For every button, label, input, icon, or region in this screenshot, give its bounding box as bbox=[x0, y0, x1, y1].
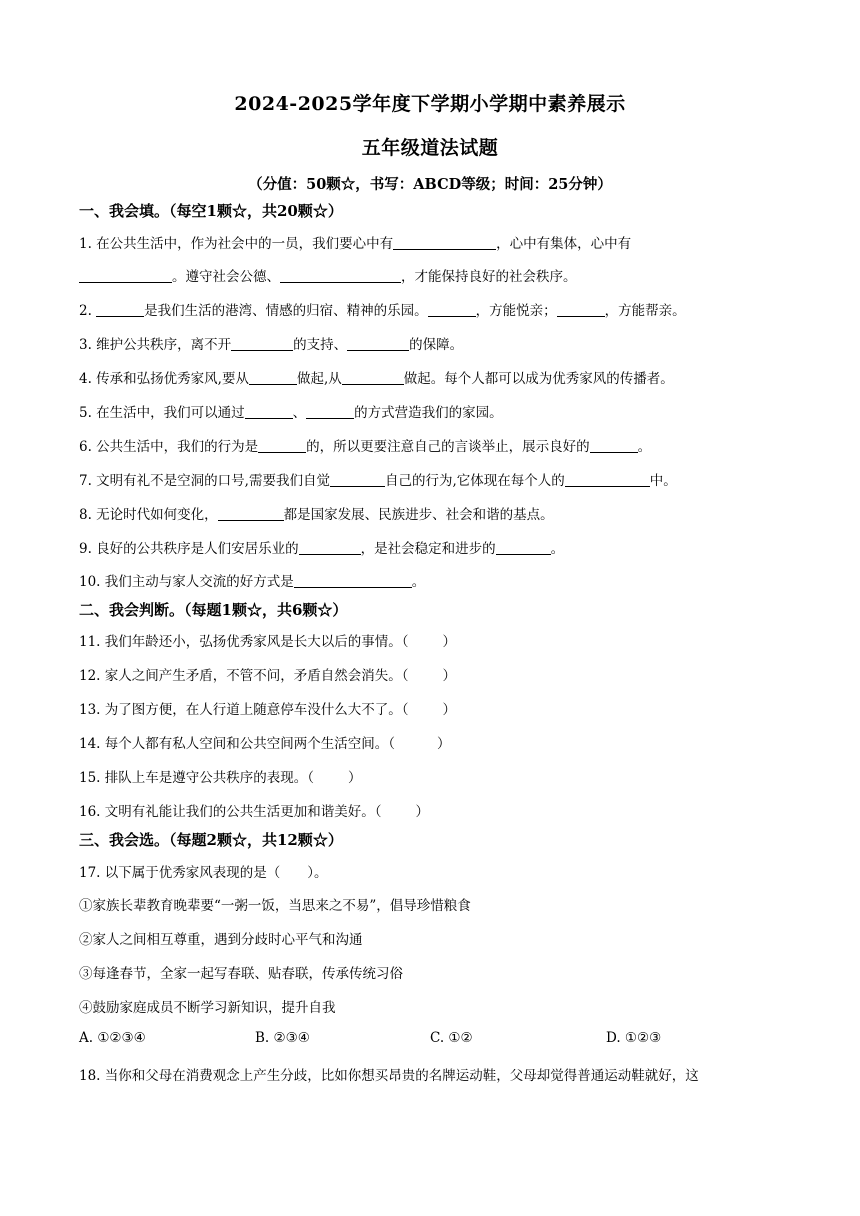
q9-text-c: 。 bbox=[550, 541, 565, 557]
q2-text-d: ，方能帮亲。 bbox=[604, 303, 686, 319]
q5-text-a: 5. 在生活中，我们可以通过 bbox=[79, 405, 245, 421]
q17-statement-2: ②家人之间相互尊重，遇到分歧时心平气和沟通 bbox=[79, 932, 363, 948]
q10-text-a: 10. 我们主动与家人交流的好方式是 bbox=[79, 574, 294, 590]
q7-text-a: 7. 文明有礼不是空洞的口号,需要我们自觉 bbox=[79, 473, 330, 489]
answer-blank[interactable] bbox=[496, 540, 551, 555]
q1-text-a: 1. 在公共生活中，作为社会中的一员，我们要心中有 bbox=[79, 236, 394, 252]
answer-blank[interactable] bbox=[428, 302, 476, 317]
question-13 bbox=[79, 698, 456, 718]
q6-text-a: 6. 公共生活中，我们的行为是 bbox=[79, 439, 259, 455]
exam-subject-title: 五年级道法试题 bbox=[361, 137, 499, 159]
paren-close: ） bbox=[415, 804, 430, 820]
answer-blank[interactable] bbox=[258, 438, 306, 453]
q2-number: 2. bbox=[79, 303, 97, 319]
q17-option-d[interactable]: D. ①②③ bbox=[606, 1030, 662, 1046]
question-12 bbox=[79, 664, 456, 684]
q5-text-c: 的方式营造我们的家园。 bbox=[354, 405, 503, 421]
question-7 bbox=[79, 469, 677, 489]
answer-blank[interactable] bbox=[96, 302, 144, 317]
question-4 bbox=[79, 367, 674, 387]
q10-text-b: 。 bbox=[411, 574, 426, 590]
q7-text-b: 自己的行为,它体现在每个人的 bbox=[384, 473, 565, 489]
judge-text: 16. 文明有礼能让我们的公共生活更加和谐美好。（ bbox=[79, 804, 382, 820]
paren-close: ） bbox=[442, 634, 457, 650]
question-2 bbox=[79, 299, 686, 319]
q1-text-c: 。遵守社会公德、 bbox=[172, 269, 280, 285]
q8-text-b: 都是国家发展、民族进步、社会和谐的基点。 bbox=[283, 507, 554, 523]
q3-text-b: 的支持、 bbox=[293, 337, 348, 353]
answer-blank[interactable] bbox=[347, 336, 409, 351]
answer-blank[interactable] bbox=[330, 472, 385, 487]
q9-text-b: ，是社会稳定和进步的 bbox=[360, 541, 496, 557]
question-11 bbox=[79, 630, 456, 650]
q5-text-b: 、 bbox=[292, 405, 307, 421]
q4-text-b: 做起,从 bbox=[296, 371, 342, 387]
paren-close: ） bbox=[437, 736, 451, 752]
q17-option-b[interactable]: B. ②③④ bbox=[255, 1030, 310, 1046]
question-10 bbox=[79, 570, 425, 590]
question-6 bbox=[79, 435, 651, 455]
paren-close: ） bbox=[442, 702, 457, 718]
question-16 bbox=[79, 800, 429, 820]
paren-close: ） bbox=[348, 770, 362, 786]
q17-statement-4: ④鼓励家庭成员不断学习新知识，提升自我 bbox=[79, 1000, 336, 1016]
answer-blank[interactable] bbox=[342, 370, 404, 385]
question-5 bbox=[79, 401, 503, 421]
question-9 bbox=[79, 537, 564, 557]
q4-text-a: 4. 传承和弘扬优秀家风,要从 bbox=[79, 371, 249, 387]
q3-text-c: 的保障。 bbox=[409, 337, 464, 353]
q1-text-d: ，才能保持良好的社会秩序。 bbox=[401, 269, 577, 285]
question-1-line1 bbox=[79, 232, 631, 252]
answer-blank[interactable] bbox=[231, 336, 293, 351]
answer-blank[interactable] bbox=[249, 370, 297, 385]
answer-blank[interactable] bbox=[590, 438, 638, 453]
q2-text-b: 是我们生活的港湾、情感的归宿、精神的乐园。 bbox=[144, 303, 428, 319]
q17-option-c[interactable]: C. ①② bbox=[430, 1030, 473, 1046]
q4-text-c: 做起。每个人都可以成为优秀家风的传播者。 bbox=[403, 371, 674, 387]
q17-option-a[interactable]: A. ①②③④ bbox=[79, 1030, 146, 1046]
answer-blank[interactable] bbox=[557, 302, 605, 317]
question-3 bbox=[79, 333, 463, 353]
answer-blank[interactable] bbox=[306, 404, 354, 419]
exam-info: （分值：50颗☆，书写：ABCD等级；时间：25分钟） bbox=[248, 176, 612, 193]
question-17-stem: 17. 以下属于优秀家风表现的是（ ）。 bbox=[79, 865, 328, 881]
answer-blank[interactable] bbox=[79, 268, 172, 283]
question-8 bbox=[79, 503, 554, 523]
section3-heading: 三、我会选。（每题2颗☆，共12颗☆） bbox=[79, 831, 343, 849]
judge-text: 13. 为了图方便，在人行道上随意停车没什么大不了。（ bbox=[79, 702, 409, 718]
q1-text-b: ，心中有集体，心中有 bbox=[496, 236, 632, 252]
q8-text-a: 8. 无论时代如何变化， bbox=[79, 507, 218, 523]
judge-text: 11. 我们年龄还小，弘扬优秀家风是长大以后的事情。（ bbox=[79, 634, 409, 650]
answer-blank[interactable] bbox=[393, 235, 496, 250]
question-15 bbox=[79, 766, 362, 786]
section1-heading: 一、我会填。（每空1颗☆，共20颗☆） bbox=[79, 202, 343, 220]
answer-blank[interactable] bbox=[245, 404, 293, 419]
question-18-stem: 18. 当你和父母在消费观念上产生分歧，比如你想买昂贵的名牌运动鞋，父母却觉得普通运动鞋就好，这 bbox=[79, 1068, 699, 1084]
answer-blank[interactable] bbox=[299, 540, 361, 555]
question-14 bbox=[79, 732, 451, 752]
exam-title: 2024-2025学年度下学期小学期中素养展示 bbox=[234, 93, 626, 115]
q17-statement-3: ③每逢春节，全家一起写春联、贴春联，传承传统习俗 bbox=[79, 966, 403, 982]
q6-text-c: 。 bbox=[637, 439, 652, 455]
judge-text: 12. 家人之间产生矛盾，不管不问，矛盾自然会消失。（ bbox=[79, 668, 409, 684]
answer-blank[interactable] bbox=[294, 573, 412, 588]
question-1-line2 bbox=[79, 265, 577, 285]
judge-text: 14. 每个人都有私人空间和公共空间两个生活空间。（ bbox=[79, 736, 396, 752]
answer-blank[interactable] bbox=[565, 472, 650, 487]
q3-text-a: 3. 维护公共秩序，离不开 bbox=[79, 337, 232, 353]
judge-text: 15. 排队上车是遵守公共秩序的表现。（ bbox=[79, 770, 315, 786]
answer-blank[interactable] bbox=[280, 268, 401, 283]
paren-close: ） bbox=[442, 668, 457, 684]
q6-text-b: 的，所以更要注意自己的言谈举止，展示良好的 bbox=[306, 439, 590, 455]
q9-text-a: 9. 良好的公共秩序是人们安居乐业的 bbox=[79, 541, 299, 557]
q2-text-c: ，方能悦亲； bbox=[475, 303, 557, 319]
q7-text-c: 中。 bbox=[649, 473, 677, 489]
answer-blank[interactable] bbox=[218, 506, 284, 521]
q17-statement-1: ①家族长辈教育晚辈要“一粥一饭，当思来之不易”，倡导珍惜粮食 bbox=[79, 898, 471, 914]
section2-heading: 二、我会判断。（每题1颗☆，共6颗☆） bbox=[79, 601, 348, 619]
